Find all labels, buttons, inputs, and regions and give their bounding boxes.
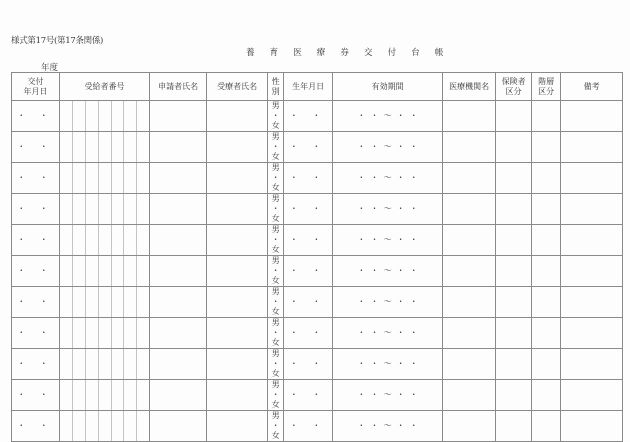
sex-male-option[interactable]: 男 — [271, 256, 280, 265]
recipient-number-digit-cell[interactable] — [73, 287, 86, 318]
sex-female-option[interactable]: 女 — [271, 338, 280, 347]
recipient-number-digit-cell[interactable] — [124, 132, 137, 163]
sex-cell[interactable]: 男 ・ 女 — [268, 380, 284, 411]
table-row — [12, 194, 623, 225]
tier-category-cell[interactable] — [532, 256, 561, 287]
valid-period-cell[interactable]: ・ ・ 〜 ・ ・ — [333, 349, 443, 380]
fiscal-year-label: 年度 — [41, 63, 59, 73]
recipient-number-digit-cell[interactable] — [60, 380, 73, 411]
sex-male-option[interactable]: 男 — [271, 225, 280, 234]
sex-cell[interactable]: 男 ・ 女 — [268, 349, 284, 380]
sex-cell[interactable]: 男 ・ 女 — [268, 318, 284, 349]
recipient-number-digit-cell[interactable] — [137, 225, 150, 256]
col-recipient-number: 受給者番号 — [60, 73, 150, 101]
applicant-name-cell[interactable] — [150, 411, 207, 442]
applicant-name-cell[interactable] — [150, 132, 207, 163]
recipient-number-digit-cell[interactable] — [73, 318, 86, 349]
sex-male-option[interactable]: 男 — [271, 132, 280, 141]
patient-name-cell[interactable] — [207, 225, 268, 256]
sex-cell[interactable]: 男 ・ 女 — [268, 101, 284, 132]
remarks-cell[interactable] — [561, 101, 623, 132]
patient-name-cell[interactable] — [207, 256, 268, 287]
table-row — [12, 318, 623, 349]
recipient-number-digit-cell[interactable] — [112, 318, 124, 349]
birth-date-cell[interactable]: ・ ・ — [284, 225, 333, 256]
sex-female-option[interactable]: 女 — [271, 400, 280, 409]
sex-cell[interactable]: 男 ・ 女 — [268, 132, 284, 163]
applicant-name-cell[interactable] — [150, 163, 207, 194]
recipient-number-digit-cell[interactable] — [112, 380, 124, 411]
table-row — [12, 349, 623, 380]
valid-period-cell[interactable]: ・ ・ 〜 ・ ・ — [333, 163, 443, 194]
recipient-number-digit-cell[interactable] — [124, 225, 137, 256]
remarks-cell[interactable] — [561, 132, 623, 163]
table-row — [12, 101, 623, 132]
issuance-ledger-table — [11, 72, 623, 442]
insurer-category-cell[interactable] — [496, 132, 532, 163]
sex-male-option[interactable]: 男 — [271, 101, 280, 110]
recipient-number-digit-cell[interactable] — [137, 318, 150, 349]
recipient-number-digit-cell[interactable] — [124, 194, 137, 225]
tier-category-cell[interactable] — [532, 194, 561, 225]
issue-date-cell[interactable]: ・ ・ — [12, 349, 60, 380]
birth-date-cell[interactable]: ・ ・ — [284, 163, 333, 194]
table-row — [12, 225, 623, 256]
sex-cell[interactable]: 男 ・ 女 — [268, 163, 284, 194]
birth-date-cell[interactable]: ・ ・ — [284, 380, 333, 411]
patient-name-cell[interactable] — [207, 318, 268, 349]
sex-female-option[interactable]: 女 — [271, 276, 280, 285]
remarks-cell[interactable] — [561, 318, 623, 349]
recipient-number-digit-cell[interactable] — [137, 287, 150, 318]
insurer-category-cell[interactable] — [496, 225, 532, 256]
sex-cell[interactable]: 男 ・ 女 — [268, 225, 284, 256]
sex-cell[interactable]: 男 ・ 女 — [268, 256, 284, 287]
birth-date-cell[interactable]: ・ ・ — [284, 287, 333, 318]
recipient-number-digit-cell[interactable] — [112, 256, 124, 287]
recipient-number-digit-cell[interactable] — [60, 287, 73, 318]
medical-institution-cell[interactable] — [443, 194, 496, 225]
table-row — [12, 163, 623, 194]
patient-name-cell[interactable] — [207, 163, 268, 194]
recipient-number-digit-cell[interactable] — [112, 132, 124, 163]
valid-period-cell[interactable]: ・ ・ 〜 ・ ・ — [333, 256, 443, 287]
recipient-number-digit-cell[interactable] — [86, 349, 99, 380]
insurer-category-cell[interactable] — [496, 349, 532, 380]
col-issue-date: 交付 年月日 — [12, 73, 60, 101]
recipient-number-digit-cell[interactable] — [73, 380, 86, 411]
recipient-number-digit-cell[interactable] — [137, 101, 150, 132]
applicant-name-cell[interactable] — [150, 287, 207, 318]
valid-period-cell[interactable]: ・ ・ 〜 ・ ・ — [333, 225, 443, 256]
remarks-cell[interactable] — [561, 194, 623, 225]
recipient-number-digit-cell[interactable] — [99, 349, 112, 380]
valid-period-cell[interactable]: ・ ・ 〜 ・ ・ — [333, 380, 443, 411]
recipient-number-digit-cell[interactable] — [73, 349, 86, 380]
valid-period-cell[interactable]: ・ ・ 〜 ・ ・ — [333, 318, 443, 349]
valid-period-cell[interactable]: ・ ・ 〜 ・ ・ — [333, 132, 443, 163]
applicant-name-cell[interactable] — [150, 225, 207, 256]
sex-female-option[interactable]: 女 — [271, 121, 280, 130]
medical-institution-cell[interactable] — [443, 287, 496, 318]
col-patient-name: 受療者氏名 — [207, 73, 268, 101]
medical-institution-cell[interactable] — [443, 132, 496, 163]
sex-female-option[interactable]: 女 — [271, 245, 280, 254]
sex-female-option[interactable]: 女 — [271, 183, 280, 192]
col-birth-date: 生年月日 — [284, 73, 333, 101]
patient-name-cell[interactable] — [207, 101, 268, 132]
recipient-number-digit-cell[interactable] — [60, 101, 73, 132]
sex-female-option[interactable]: 女 — [271, 307, 280, 316]
sex-cell[interactable]: 男 ・ 女 — [268, 411, 284, 442]
medical-institution-cell[interactable] — [443, 225, 496, 256]
recipient-number-digit-cell[interactable] — [124, 101, 137, 132]
recipient-number-digit-cell[interactable] — [73, 132, 86, 163]
medical-institution-cell[interactable] — [443, 256, 496, 287]
sex-male-option[interactable]: 男 — [271, 349, 280, 358]
recipient-number-digit-cell[interactable] — [137, 194, 150, 225]
sex-cell[interactable]: 男 ・ 女 — [268, 194, 284, 225]
recipient-number-digit-cell[interactable] — [60, 256, 73, 287]
issue-date-cell[interactable]: ・ ・ — [12, 256, 60, 287]
insurer-category-cell[interactable] — [496, 256, 532, 287]
applicant-name-cell[interactable] — [150, 256, 207, 287]
col-applicant-name: 申請者氏名 — [150, 73, 207, 101]
tier-category-cell[interactable] — [532, 163, 561, 194]
issue-date-cell[interactable]: ・ ・ — [12, 132, 60, 163]
medical-institution-cell[interactable] — [443, 411, 496, 442]
insurer-category-cell[interactable] — [496, 411, 532, 442]
recipient-number-digit-cell[interactable] — [86, 256, 99, 287]
valid-period-cell[interactable]: ・ ・ 〜 ・ ・ — [333, 194, 443, 225]
sex-male-option[interactable]: 男 — [271, 163, 280, 172]
patient-name-cell[interactable] — [207, 287, 268, 318]
birth-date-cell[interactable]: ・ ・ — [284, 411, 333, 442]
document-title: 養 育 医 療 券 交 付 台 帳 — [246, 48, 450, 58]
recipient-number-digit-cell[interactable] — [124, 163, 137, 194]
recipient-number-digit-cell[interactable] — [99, 194, 112, 225]
medical-institution-cell[interactable] — [443, 101, 496, 132]
recipient-number-digit-cell[interactable] — [73, 194, 86, 225]
sex-male-option[interactable]: 男 — [271, 411, 280, 420]
recipient-number-digit-cell[interactable] — [60, 132, 73, 163]
recipient-number-digit-cell[interactable] — [86, 194, 99, 225]
recipient-number-digit-cell[interactable] — [73, 101, 86, 132]
sex-female-option[interactable]: 女 — [271, 431, 280, 440]
insurer-category-cell[interactable] — [496, 380, 532, 411]
recipient-number-digit-cell[interactable] — [73, 163, 86, 194]
applicant-name-cell[interactable] — [150, 101, 207, 132]
issue-date-cell[interactable]: ・ ・ — [12, 411, 60, 442]
recipient-number-digit-cell[interactable] — [99, 101, 112, 132]
birth-date-cell[interactable]: ・ ・ — [284, 194, 333, 225]
recipient-number-digit-cell[interactable] — [137, 380, 150, 411]
applicant-name-cell[interactable] — [150, 318, 207, 349]
recipient-number-digit-cell[interactable] — [86, 287, 99, 318]
applicant-name-cell[interactable] — [150, 349, 207, 380]
tier-category-cell[interactable] — [532, 318, 561, 349]
sex-female-option[interactable]: 女 — [271, 152, 280, 161]
issue-date-cell[interactable]: ・ ・ — [12, 101, 60, 132]
recipient-number-digit-cell[interactable] — [99, 287, 112, 318]
remarks-cell[interactable] — [561, 256, 623, 287]
table-row — [12, 380, 623, 411]
insurer-category-cell[interactable] — [496, 101, 532, 132]
valid-period-cell[interactable]: ・ ・ 〜 ・ ・ — [333, 287, 443, 318]
remarks-cell[interactable] — [561, 349, 623, 380]
recipient-number-digit-cell[interactable] — [137, 163, 150, 194]
medical-institution-cell[interactable] — [443, 163, 496, 194]
tier-category-cell[interactable] — [532, 411, 561, 442]
birth-date-cell[interactable]: ・ ・ — [284, 349, 333, 380]
issue-date-cell[interactable]: ・ ・ — [12, 318, 60, 349]
remarks-cell[interactable] — [561, 287, 623, 318]
valid-period-cell[interactable]: ・ ・ 〜 ・ ・ — [333, 101, 443, 132]
sex-male-option[interactable]: 男 — [271, 194, 280, 203]
recipient-number-digit-cell[interactable] — [99, 256, 112, 287]
patient-name-cell[interactable] — [207, 349, 268, 380]
recipient-number-digit-cell[interactable] — [60, 411, 73, 442]
col-medical-institution: 医療機関名 — [443, 73, 496, 101]
tier-category-cell[interactable] — [532, 380, 561, 411]
issue-date-cell[interactable]: ・ ・ — [12, 287, 60, 318]
patient-name-cell[interactable] — [207, 411, 268, 442]
issue-date-cell[interactable]: ・ ・ — [12, 194, 60, 225]
insurer-category-cell[interactable] — [496, 194, 532, 225]
tier-category-cell[interactable] — [532, 349, 561, 380]
insurer-category-cell[interactable] — [496, 318, 532, 349]
recipient-number-digit-cell[interactable] — [86, 411, 99, 442]
insurer-category-cell[interactable] — [496, 287, 532, 318]
medical-institution-cell[interactable] — [443, 380, 496, 411]
recipient-number-digit-cell[interactable] — [137, 349, 150, 380]
recipient-number-digit-cell[interactable] — [99, 318, 112, 349]
recipient-number-digit-cell[interactable] — [60, 225, 73, 256]
recipient-number-digit-cell[interactable] — [73, 225, 86, 256]
header-row — [12, 73, 623, 101]
applicant-name-cell[interactable] — [150, 380, 207, 411]
recipient-number-digit-cell[interactable] — [60, 318, 73, 349]
tier-category-cell[interactable] — [532, 287, 561, 318]
table-row — [12, 287, 623, 318]
table-row — [12, 411, 623, 442]
remarks-cell[interactable] — [561, 163, 623, 194]
tier-category-cell[interactable] — [532, 101, 561, 132]
recipient-number-digit-cell[interactable] — [124, 380, 137, 411]
tier-category-cell[interactable] — [532, 132, 561, 163]
remarks-cell[interactable] — [561, 225, 623, 256]
patient-name-cell[interactable] — [207, 194, 268, 225]
issue-date-cell[interactable]: ・ ・ — [12, 225, 60, 256]
table-row — [12, 256, 623, 287]
col-valid-period: 有効期間 — [333, 73, 443, 101]
recipient-number-digit-cell[interactable] — [112, 287, 124, 318]
sex-male-option[interactable]: 男 — [271, 287, 280, 296]
remarks-cell[interactable] — [561, 411, 623, 442]
table-row — [12, 132, 623, 163]
recipient-number-digit-cell[interactable] — [86, 318, 99, 349]
birth-date-cell[interactable]: ・ ・ — [284, 101, 333, 132]
form-number: 様式第17号(第17条関係) — [11, 36, 104, 46]
recipient-number-digit-cell[interactable] — [60, 349, 73, 380]
insurer-category-cell[interactable] — [496, 163, 532, 194]
recipient-number-digit-cell[interactable] — [124, 318, 137, 349]
recipient-number-digit-cell[interactable] — [86, 225, 99, 256]
sex-male-option[interactable]: 男 — [271, 380, 280, 389]
remarks-cell[interactable] — [561, 380, 623, 411]
recipient-number-digit-cell[interactable] — [137, 256, 150, 287]
recipient-number-digit-cell[interactable] — [124, 256, 137, 287]
recipient-number-digit-cell[interactable] — [99, 225, 112, 256]
medical-institution-cell[interactable] — [443, 318, 496, 349]
recipient-number-digit-cell[interactable] — [86, 132, 99, 163]
applicant-name-cell[interactable] — [150, 194, 207, 225]
recipient-number-digit-cell[interactable] — [112, 225, 124, 256]
recipient-number-digit-cell[interactable] — [112, 194, 124, 225]
recipient-number-digit-cell[interactable] — [112, 101, 124, 132]
recipient-number-digit-cell[interactable] — [112, 411, 124, 442]
patient-name-cell[interactable] — [207, 132, 268, 163]
col-remarks: 備考 — [561, 73, 623, 101]
recipient-number-digit-cell[interactable] — [124, 287, 137, 318]
recipient-number-digit-cell[interactable] — [99, 163, 112, 194]
col-insurer-category: 保険者 区分 — [496, 73, 532, 101]
valid-period-cell[interactable]: ・ ・ 〜 ・ ・ — [333, 411, 443, 442]
recipient-number-digit-cell[interactable] — [112, 163, 124, 194]
recipient-number-digit-cell[interactable] — [112, 349, 124, 380]
recipient-number-digit-cell[interactable] — [137, 132, 150, 163]
recipient-number-digit-cell[interactable] — [86, 163, 99, 194]
recipient-number-digit-cell[interactable] — [60, 163, 73, 194]
recipient-number-digit-cell[interactable] — [124, 411, 137, 442]
col-sex: 性 別 — [268, 73, 284, 101]
recipient-number-digit-cell[interactable] — [73, 411, 86, 442]
sex-male-option[interactable]: 男 — [271, 318, 280, 327]
birth-date-cell[interactable]: ・ ・ — [284, 132, 333, 163]
recipient-number-digit-cell[interactable] — [86, 380, 99, 411]
recipient-number-digit-cell[interactable] — [99, 132, 112, 163]
sex-female-option[interactable]: 女 — [271, 214, 280, 223]
issue-date-cell[interactable]: ・ ・ — [12, 380, 60, 411]
tier-category-cell[interactable] — [532, 225, 561, 256]
recipient-number-digit-cell[interactable] — [99, 380, 112, 411]
medical-institution-cell[interactable] — [443, 349, 496, 380]
recipient-number-digit-cell[interactable] — [60, 194, 73, 225]
issue-date-cell[interactable]: ・ ・ — [12, 163, 60, 194]
recipient-number-digit-cell[interactable] — [99, 411, 112, 442]
recipient-number-digit-cell[interactable] — [86, 101, 99, 132]
recipient-number-digit-cell[interactable] — [124, 349, 137, 380]
sex-cell[interactable]: 男 ・ 女 — [268, 287, 284, 318]
sex-female-option[interactable]: 女 — [271, 369, 280, 378]
recipient-number-digit-cell[interactable] — [137, 411, 150, 442]
patient-name-cell[interactable] — [207, 380, 268, 411]
col-tier-category: 階層 区分 — [532, 73, 561, 101]
birth-date-cell[interactable]: ・ ・ — [284, 256, 333, 287]
recipient-number-digit-cell[interactable] — [73, 256, 86, 287]
birth-date-cell[interactable]: ・ ・ — [284, 318, 333, 349]
